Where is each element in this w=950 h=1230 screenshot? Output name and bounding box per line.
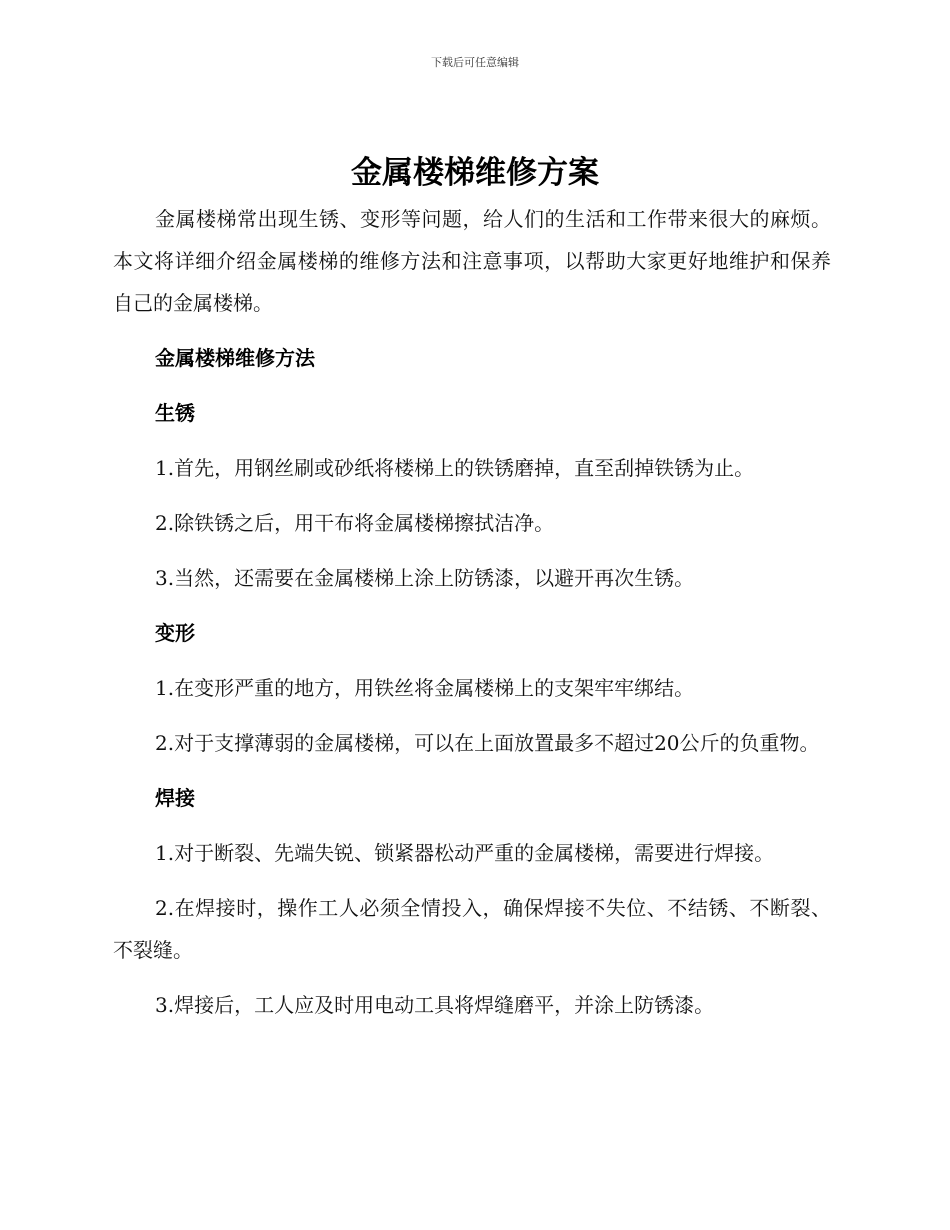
header-note: 下载后可任意编辑: [431, 56, 519, 69]
deform-item-2: 2.对于支撑薄弱的金属楼梯，可以在上面放置最多不超过20公斤的负重物。: [155, 731, 820, 755]
deform-item-1: 1.在变形严重的地方，用铁丝将金属楼梯上的支架牢牢绑结。: [155, 676, 695, 700]
deform-heading: 变形: [155, 621, 195, 645]
section-heading: 金属楼梯维修方法: [155, 346, 315, 370]
weld-heading: 焊接: [155, 786, 195, 810]
rust-heading: 生锈: [155, 401, 195, 425]
weld-item-2: 2.在焊接时，操作工人必须全情投入，确保焊接不失位、不结锈、不断裂、不裂缝。: [113, 896, 831, 962]
rust-item-3: 3.当然，还需要在金属楼梯上涂上防锈漆，以避开再次生锈。: [155, 566, 695, 590]
document-body: [113, 198, 831, 1026]
weld-item-3: 3.焊接后，工人应及时用电动工具将焊缝磨平，并涂上防锈漆。: [155, 993, 715, 1017]
rust-item-2: 2.除铁锈之后，用干布将金属楼梯擦拭洁净。: [155, 511, 555, 535]
weld-item-1: 1.对于断裂、先端失锐、锁紧器松动严重的金属楼梯，需要进行焊接。: [155, 841, 775, 865]
intro-paragraph: 金属楼梯常出现生锈、变形等问题，给人们的生活和工作带来很大的麻烦。本文将详细介绍金属楼梯的维修方法和注意事项，以帮助大家更好地维护和保养自己的金属楼梯。: [113, 207, 831, 315]
page-title: 金属楼梯维修方案: [351, 155, 599, 191]
rust-item-1: 1.首先，用钢丝刷或砂纸将楼梯上的铁锈磨掉，直至刮掉铁锈为止。: [155, 456, 755, 480]
